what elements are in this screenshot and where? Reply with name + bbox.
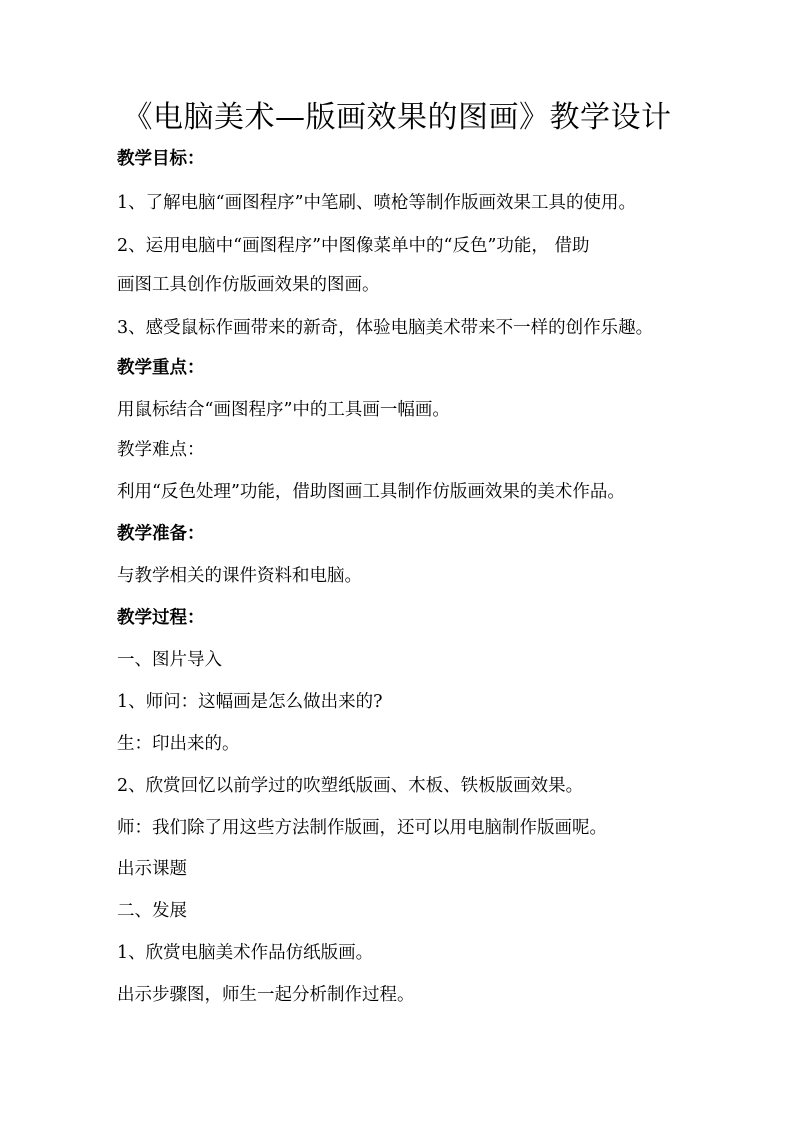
section-heading-objectives: 教学目标： xyxy=(117,149,205,169)
paragraph-line: 1、欣赏电脑美术作品仿纸版画。 xyxy=(117,943,374,963)
paragraph-line: 3、感受鼠标作画带来的新奇，体验电脑美术带来不一样的创作乐趣。 xyxy=(117,318,654,338)
paragraph-line: 出示课题 xyxy=(117,859,187,879)
paragraph-line: 一、图片导入 xyxy=(117,650,222,670)
paragraph-line: 画图工具创作仿版画效果的图画。 xyxy=(117,275,380,295)
paragraph-line: 与教学相关的课件资料和电脑。 xyxy=(117,566,362,586)
section-heading-difficulties: 教学难点： xyxy=(117,440,205,460)
paragraph-line: 1、了解电脑“画图程序”中笔刷、喷枪等制作版画效果工具的使用。 xyxy=(117,193,637,213)
section-heading-process: 教学过程： xyxy=(117,608,205,628)
paragraph-line: 二、发展 xyxy=(117,901,187,921)
section-heading-key-points: 教学重点： xyxy=(117,358,205,378)
section-heading-preparation: 教学准备： xyxy=(117,524,205,544)
paragraph-line: 2、欣赏回忆以前学过的吹塑纸版画、木板、铁板版画效果。 xyxy=(117,776,584,796)
paragraph-line: 利用“反色处理”功能，借助图画工具制作仿版画效果的美术作品。 xyxy=(117,482,625,502)
paragraph-line: 师：我们除了用这些方法制作版画，还可以用电脑制作版画呢。 xyxy=(117,818,607,838)
paragraph-line: 1、师问：这幅画是怎么做出来的? xyxy=(117,692,383,712)
document-title: 《电脑美术—版画效果的图画》教学设计 xyxy=(122,100,672,135)
paragraph-line: 出示步骤图，师生一起分析制作过程。 xyxy=(117,985,415,1005)
paragraph-line: 2、运用电脑中“画图程序”中图像菜单中的“反色”功能， 借助 xyxy=(117,236,590,256)
paragraph-line: 用鼠标结合“画图程序”中的工具画一幅画。 xyxy=(117,400,450,420)
paragraph-line: 生：印出来的。 xyxy=(117,734,240,754)
